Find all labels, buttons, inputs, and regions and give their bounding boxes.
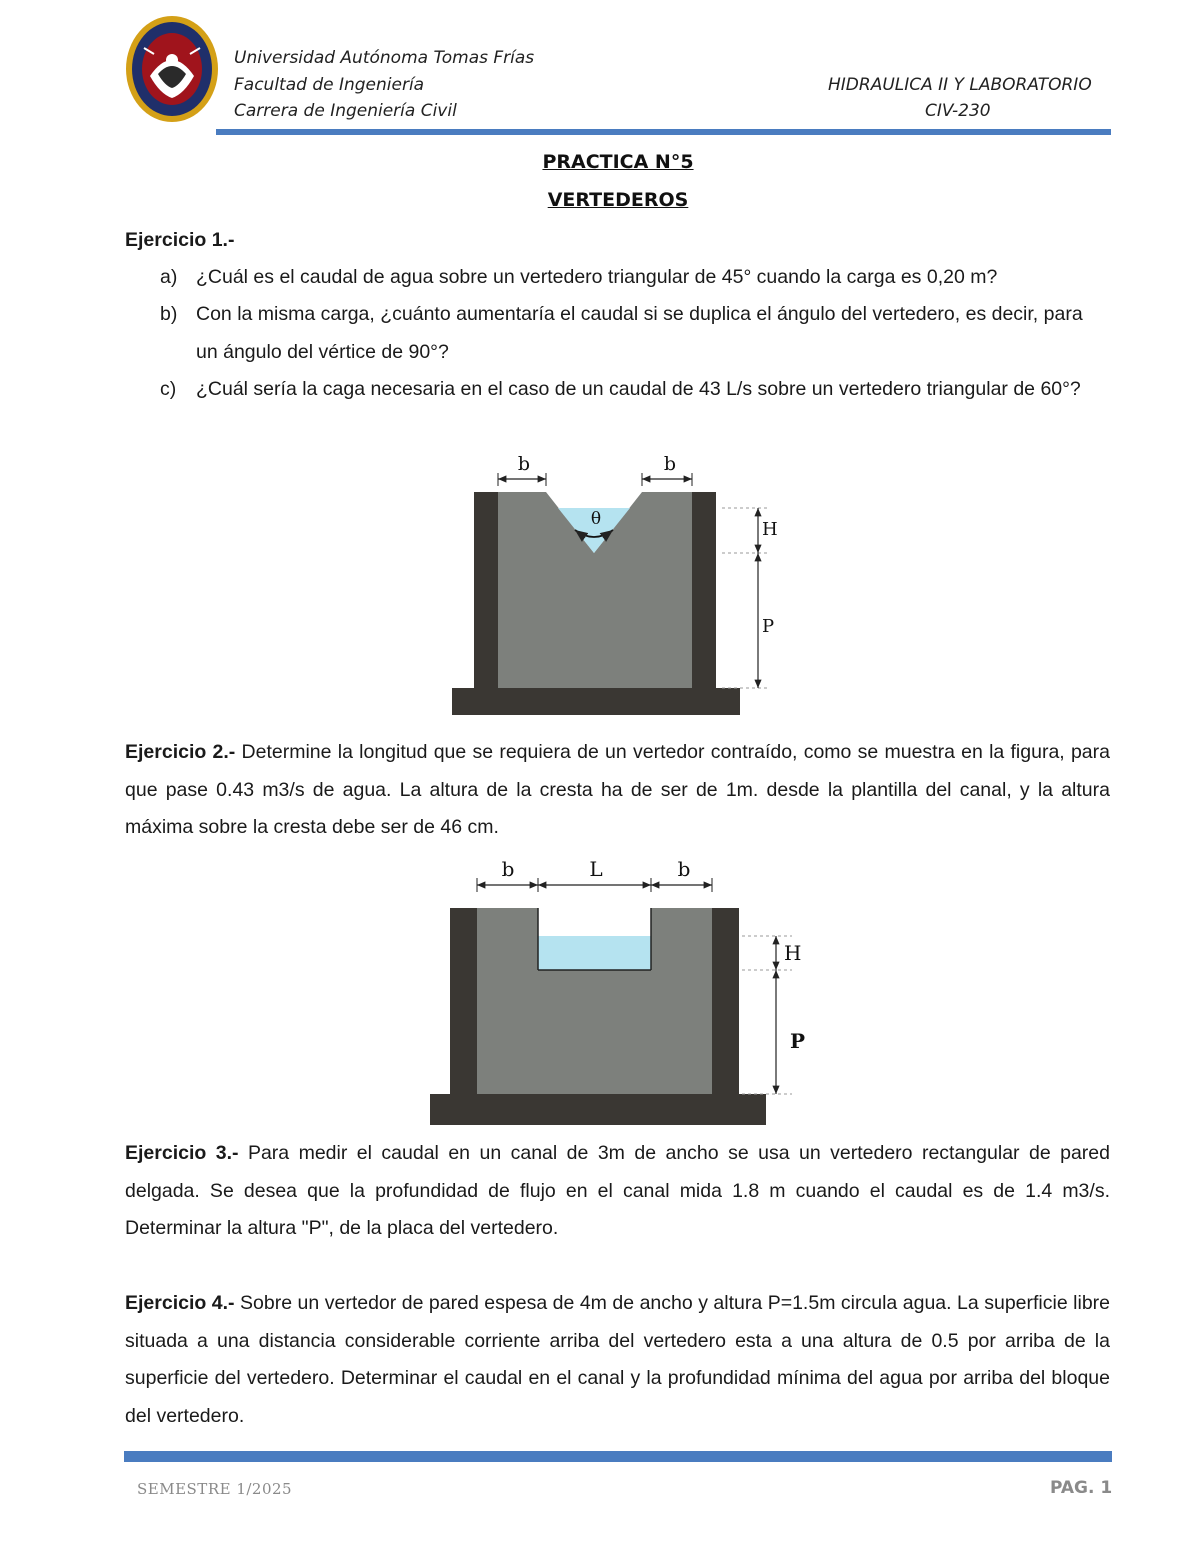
weir-base <box>452 688 740 715</box>
label-b-left: b <box>501 857 515 881</box>
header-faculty: Facultad de Ingeniería <box>234 75 425 95</box>
exercise1-heading: Ejercicio 1.- <box>125 229 235 251</box>
label-theta: θ <box>590 509 602 529</box>
item-label: b) <box>160 303 178 325</box>
label-b-right: b <box>663 453 677 475</box>
label-b-left: b <box>517 453 531 475</box>
item-text: ¿Cuál es el caudal de agua sobre un vertedero triangular de 45° cuando la carga es 0,20 m? <box>196 266 998 288</box>
exercise3-heading: Ejercicio 3.- <box>125 1142 239 1164</box>
item-label: c) <box>160 378 177 400</box>
item-text: Con la misma carga, ¿cuánto aumentaría el caudal si se duplica el ángulo del vertedero, es decir, para un ángulo del vértice de 90°? <box>196 303 1083 363</box>
label-P: P <box>790 1029 806 1053</box>
wall-left <box>450 908 477 1094</box>
figure-rectangular-weir <box>420 848 820 1132</box>
weir-base <box>430 1094 766 1125</box>
item-text: ¿Cuál sería la caga necesaria en el caso de un caudal de 43 L/s sobre un vertedero triangular de 60°? <box>196 378 1081 400</box>
header-course: HIDRAULICA II Y LABORATORIO <box>828 75 1092 95</box>
exercise3-text: Para medir el caudal en un canal de 3m de ancho se usa un vertedero rectangular de pared delgada. Se desea que la profundidad de flujo en el canal mida 1.8 m cuando el caudal es de 1.4 m3/s. Determinar la altura "P", de la placa del vertedero. <box>125 1142 1110 1239</box>
label-H: H <box>762 519 778 540</box>
exercise2-paragraph <box>125 734 1110 847</box>
label-b-right: b <box>677 857 691 881</box>
university-seal <box>124 14 220 124</box>
exercise3-paragraph <box>125 1135 1110 1248</box>
item-label: a) <box>160 266 178 288</box>
weir-plate <box>477 908 712 1094</box>
footer-page: PAG. 1 <box>1050 1478 1113 1498</box>
label-L: L <box>589 857 603 881</box>
exercise4-paragraph <box>125 1285 1110 1435</box>
footer-rule <box>124 1451 1112 1462</box>
exercise2-heading: Ejercicio 2.- <box>125 741 236 763</box>
wall-left <box>474 492 498 688</box>
footer-semester: SEMESTRE 1/2025 <box>137 1480 293 1498</box>
figure-triangular-weir <box>440 448 800 720</box>
wall-right <box>712 908 739 1094</box>
exercise2-text: Determine la longitud que se requiera de un vertedor contraído, como se muestra en la figura, para que pase 0.43 m3/s de agua. La altura de la cresta ha de ser de 1m. desde la plantilla del canal, y la altura máxima sobre la cresta debe ser de 46 cm. <box>125 741 1110 838</box>
header-rule <box>216 129 1111 135</box>
header-career: Carrera de Ingeniería Civil <box>234 101 457 121</box>
exercise1-item-a <box>160 259 1120 296</box>
exercise4-text: Sobre un vertedor de pared espesa de 4m de ancho y altura P=1.5m circula agua. La superficie libre situada a una distancia considerable corriente arriba del vertedero esta a una altura de 0.5 por arriba de la superficie del vertedero. Determinar el caudal en el canal y la profundidad mínima del agua por arriba del bloque del vertedero. <box>125 1292 1111 1427</box>
exercise1-item-c <box>160 371 1120 446</box>
header-university: Universidad Autónoma Tomas Frías <box>234 48 535 68</box>
exercise4-heading: Ejercicio 4.- <box>125 1292 235 1314</box>
water-notch <box>538 936 651 970</box>
wall-right <box>692 492 716 688</box>
header-code: CIV-230 <box>925 101 991 121</box>
exercise1-item-b <box>160 296 1120 371</box>
label-H: H <box>784 941 802 965</box>
label-P: P <box>762 616 775 637</box>
practice-title: PRACTICA N°5 <box>542 151 694 173</box>
topic-title: VERTEDEROS <box>547 189 689 211</box>
